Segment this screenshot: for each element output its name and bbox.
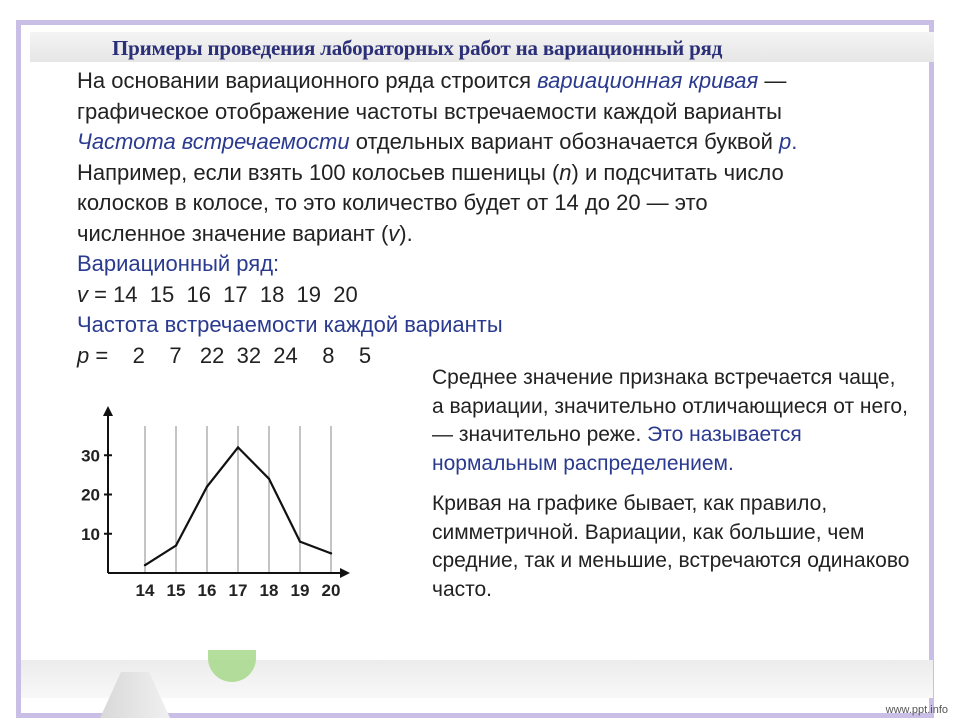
- data-point: [237, 446, 239, 448]
- term-normal-distribution: Это называется нормальным распределением.: [432, 423, 802, 475]
- x-tick-label: 19: [290, 581, 310, 600]
- series-heading: Вариационный ряд:: [77, 251, 280, 276]
- line-5: колосков в колосе, то это количество будет от 14 до 20 — это: [77, 190, 708, 215]
- x-tick-label: 14: [135, 581, 155, 600]
- x-tick-label: 20: [321, 581, 341, 600]
- paragraph-symmetry: Кривая на графике бывает, как правило, симметричной. Вариации, как большие, чем средние, так и меньшие, встречаются одинаково часто.: [432, 492, 910, 601]
- explanation-text: [432, 364, 912, 616]
- data-point: [175, 544, 177, 546]
- data-point: [299, 540, 301, 542]
- x-tick-label: 16: [197, 581, 217, 600]
- line-4: Например, если взять 100 колосьев пшеницы (n) и подсчитать число: [77, 159, 784, 185]
- x-tick-label: 18: [259, 581, 279, 600]
- x-tick-label: 17: [228, 581, 248, 600]
- data-point: [144, 564, 146, 566]
- frequency-values: p = 2 7 22 32 24 8 5: [77, 342, 372, 368]
- frequency-heading: Частота встречаемости каждой варианты: [77, 312, 503, 337]
- term-frequency: Частота встречаемости: [77, 129, 350, 154]
- data-point: [206, 485, 208, 487]
- y-tick-label: 20: [81, 485, 100, 505]
- watermark: www.ppt.info: [885, 704, 948, 716]
- term-variation-curve: вариационная кривая: [537, 68, 759, 93]
- x-axis-arrow: [340, 568, 350, 578]
- data-point: [268, 478, 270, 480]
- line-1: На основании вариационного ряда строится вариационная кривая —: [77, 68, 787, 93]
- y-tick-label: 30: [81, 446, 100, 466]
- frequency-chart: [70, 398, 360, 608]
- paragraph-normal-distribution: Среднее значение признака встречается чаще, а вариации, значительно отличающиеся от него, — значительно реже. Это называется нормальным распределением.: [432, 366, 908, 475]
- y-axis-arrow: [103, 406, 113, 416]
- line-6: численное значение вариант (v).: [77, 220, 413, 246]
- line-3: Частота встречаемости отдельных вариант обозначается буквой p.: [77, 129, 798, 154]
- main-text: [77, 66, 917, 371]
- y-tick-label: 10: [81, 524, 100, 544]
- x-tick-label: 15: [166, 581, 186, 600]
- data-point: [330, 552, 332, 554]
- line-2: графическое отображение частоты встречаемости каждой варианты: [77, 98, 782, 124]
- slide-title: Примеры проведения лабораторных работ на вариационный ряд: [112, 36, 723, 60]
- series-values: v = 14 15 16 17 18 19 20: [77, 281, 358, 307]
